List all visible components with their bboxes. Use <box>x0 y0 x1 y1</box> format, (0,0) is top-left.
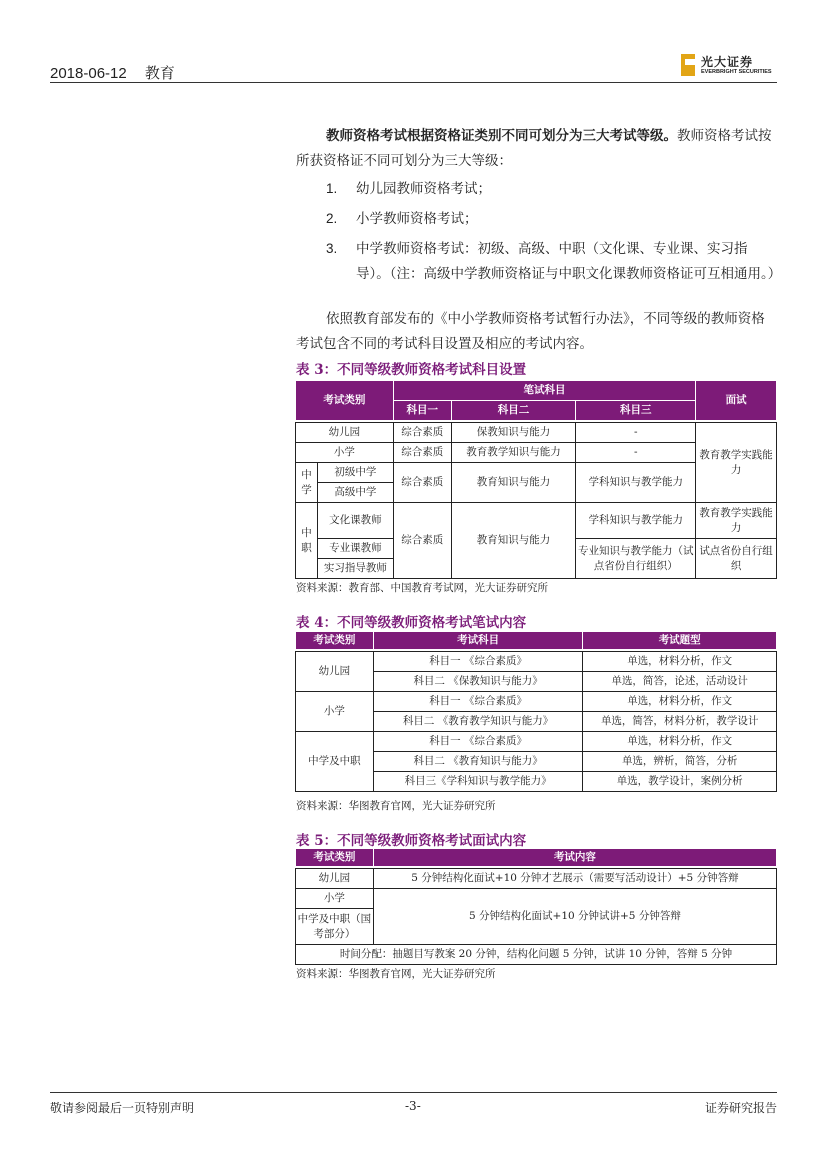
table-row: 科目二 《教育教学知识与能力》 单选，简答，材料分析，教学设计 <box>296 712 777 732</box>
table4: 考试类别 考试科目 考试题型 幼儿园 科目一 《综合素质》 单选，材料分析，作文 科目二 《保教知识与能力》 单选，简答，论述，活动设计 小学 科目一 《综合素质》 单选，材料分析，作文 科目二 《教育教学知识与能力》 单选，简答，材料分析，教学设计 中学及中职 科目一 《综合素质》 单选，材料分析，作文 科目二 《教育知识与能力》 单选，辨析，简答，分析 科目三《学科知识与教学能力》 单选，教学设计，案例分析 <box>295 631 777 792</box>
table-row: 中学及中职 科目一 《综合素质》 单选，材料分析，作文 <box>296 732 777 752</box>
intro-bold: 教师资格考试根据资格证类别不同可划分为三大考试等级。 <box>326 128 677 144</box>
page-number: -3- <box>405 1099 421 1113</box>
intro-paragraph <box>296 124 777 174</box>
table-row: 科目二 《保教知识与能力》 单选，简答，论述，活动设计 <box>296 672 777 692</box>
table-row: 科目二 《教育知识与能力》 单选，辨析，简答，分析 <box>296 752 777 772</box>
footer-disclaimer: 敬请参阅最后一页特别声明 <box>50 1101 195 1115</box>
report-section: 教育 <box>144 65 175 82</box>
intro-rest: 教师资格考试按所获资格证不同可划分为三大等级： <box>296 128 772 169</box>
logo-en-text: EVERBRIGHT SECURITIES <box>701 69 772 75</box>
table5: 考试类别 考试内容 幼儿园 5 分钟结构化面试+10 分钟才艺展示（需要写活动设计）+5 分钟答辩 小学 5 分钟结构化面试+10 分钟试讲+5 分钟答辩 中学及中职（国考部分） 时间分配：抽题目写教案 20 分钟，结构化问题 5 分钟，试讲 10 分钟，答辩 5 分钟 <box>295 848 777 965</box>
logo-cn-text: 光大证券 <box>701 55 754 69</box>
table-row: 小学 科目一 《综合素质》 单选，材料分析，作文 <box>296 692 777 712</box>
table5-source: 资料来源：华图教育官网，光大证券研究所 <box>296 968 496 980</box>
table3-source: 资料来源：教育部、中国教育考试网，光大证券研究所 <box>296 582 548 594</box>
list-item: 1. 幼儿园教师资格考试； <box>326 181 491 197</box>
list-item: 2. 小学教师资格考试； <box>326 211 478 227</box>
logo-mark-icon <box>681 54 695 76</box>
everbright-logo <box>681 54 777 78</box>
paragraph-2: 依照教育部发布的《中小学教师资格考试暂行办法》，不同等级的教师资格考试包含不同的考试科目设置及相应的考试内容。 <box>296 311 765 352</box>
table4-source: 资料来源：华图教育官网，光大证券研究所 <box>296 800 496 812</box>
footer-report-type: 证券研究报告 <box>704 1101 777 1115</box>
table-row: 科目三《学科知识与教学能力》 单选，教学设计，案例分析 <box>296 772 777 792</box>
table3-caption: 表 3：不同等级教师资格考试科目设置 <box>296 362 527 378</box>
table-row: 幼儿园 科目一 《综合素质》 单选，材料分析，作文 <box>296 652 777 672</box>
report-header <box>50 62 189 83</box>
table3: 考试类别 笔试科目 面试 科目一 科目二 科目三 幼儿园 综合素质 保教知识与能力 - 教育教学实践能力 小学 综合素质 教育教学知识与能力 - 中学 初级中学 综合素质 教育知识与能力 学科知识与教学能力 高级中学 中职 文化课教师 综合素质 教育知识与能力 学科知识与教学能力 教育教学实践能力 专业课教师 专业知识与教学能力（试点省份自行组织） 试点省份自行组织 实习指导教师 <box>295 380 777 579</box>
footer-divider <box>50 1092 777 1093</box>
report-date: 2018-06-12 <box>50 65 127 82</box>
table5-caption: 表 5：不同等级教师资格考试面试内容 <box>296 833 527 849</box>
header-divider <box>50 82 777 83</box>
table4-caption: 表 4：不同等级教师资格考试笔试内容 <box>296 615 527 631</box>
list-item: 3. 中学教师资格考试：初级、高级、中职（文化课、专业课、实习指导）。（注：高级中学教师资格证与中职文化课教师资格证可互相通用。） <box>326 241 782 282</box>
